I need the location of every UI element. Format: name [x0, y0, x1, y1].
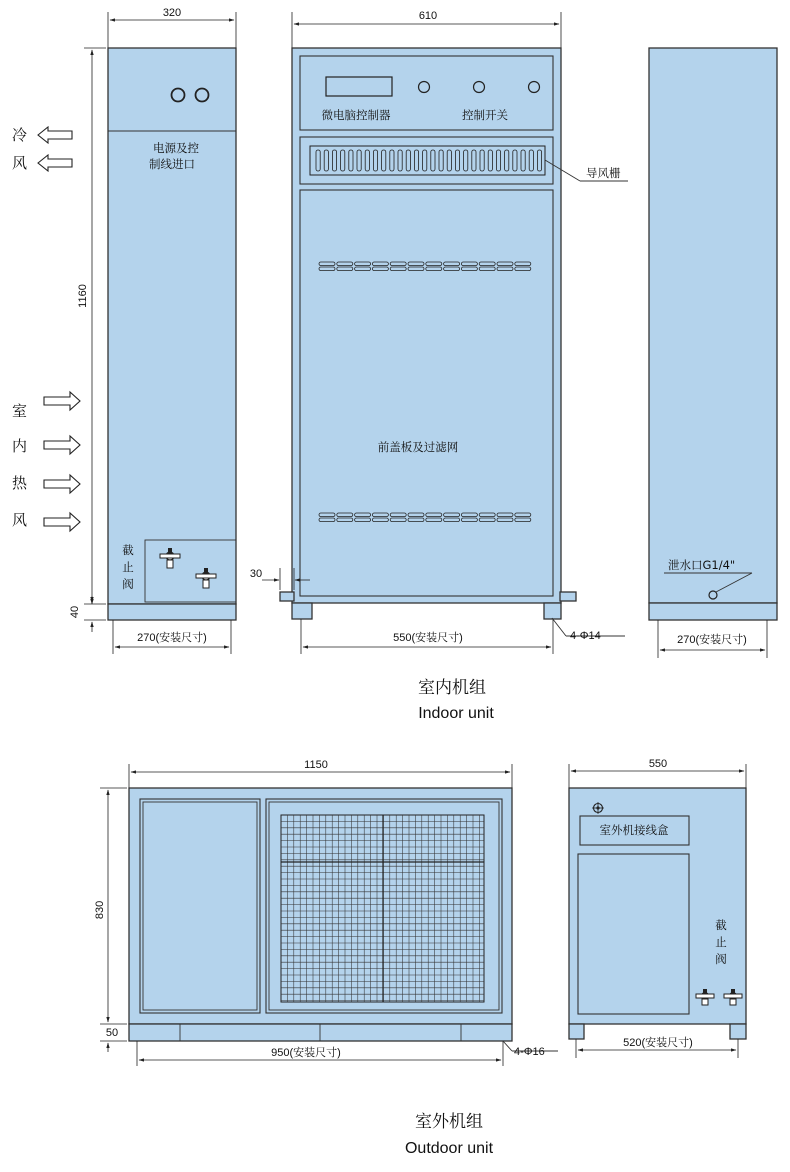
vent-slot — [426, 267, 442, 271]
outdoor-side-foot-left — [569, 1024, 584, 1039]
vent-slot — [479, 518, 495, 522]
vent-slot — [372, 267, 388, 271]
vent-slot — [444, 518, 460, 522]
grille-slat — [521, 150, 525, 171]
cover-label: 前盖板及过滤网 — [377, 440, 459, 454]
vent-slot — [497, 518, 513, 522]
indoor-right-base — [649, 603, 777, 620]
controller-label: 微电脑控制器 — [321, 108, 391, 122]
grille-slat — [357, 150, 361, 171]
grille-slat — [447, 150, 451, 171]
vent-slot — [337, 267, 353, 271]
vent-slot — [444, 513, 460, 517]
hot-air-inflow-arrow-icon — [44, 436, 80, 454]
air-guide-grille — [310, 146, 545, 175]
vent-slot — [426, 262, 442, 266]
grille-slat — [480, 150, 484, 171]
indoor-base-dim: 40 — [69, 605, 81, 619]
vent-slot — [461, 513, 477, 517]
hot-air-inflow-arrow-icon — [44, 475, 80, 493]
outdoor-side-panel — [578, 854, 689, 1014]
grille-slat — [316, 150, 320, 171]
vent-slot — [408, 262, 424, 266]
indoor-caption-cn: 室内机组 — [418, 678, 486, 698]
outdoor-bolt-label: 4-Φ16 — [514, 1046, 545, 1058]
inlet-label-line2: 制线进口 — [149, 157, 195, 171]
vent-slot — [444, 267, 460, 271]
grille-slat — [349, 150, 353, 171]
grille-slat — [513, 150, 517, 171]
vent-slot — [461, 518, 477, 522]
grille-slat — [505, 150, 509, 171]
vent-slot — [319, 513, 335, 517]
valve-label-char: 阀 — [122, 577, 134, 591]
grille-slat — [472, 150, 476, 171]
cold-air-outflow-arrow-icon — [38, 127, 72, 143]
indoor-front-view — [250, 10, 628, 654]
hot-air-label-char: 热 — [12, 474, 28, 492]
outdoor-valve-label-char: 止 — [715, 935, 727, 949]
mount-flange-left — [280, 592, 294, 601]
vent-slot — [479, 513, 495, 517]
vent-slot — [408, 518, 424, 522]
indoor-bolt-label: 4-Φ14 — [570, 630, 601, 642]
hot-air-inflow-arrow-icon — [44, 513, 80, 531]
grille-slat — [439, 150, 443, 171]
vent-slot — [319, 518, 335, 522]
indoor-foot-right — [544, 603, 561, 619]
hot-air-label-char: 室 — [12, 402, 28, 420]
outdoor-caption-en: Outdoor unit — [404, 1140, 494, 1157]
offset-dim: 30 — [249, 568, 263, 580]
grille-slat — [496, 150, 500, 171]
indoor-side-width-dim: 320 — [162, 7, 182, 19]
junction-box-label: 室外机接线盒 — [599, 823, 669, 837]
grille-slat — [464, 150, 468, 171]
vent-slot — [515, 262, 531, 266]
vent-slot — [515, 267, 531, 271]
vent-slot — [461, 262, 477, 266]
outdoor-side-foot-right — [730, 1024, 746, 1039]
grille-slat — [332, 150, 336, 171]
grille-slat — [431, 150, 435, 171]
vent-slot — [355, 513, 371, 517]
indoor-caption-en: Indoor unit — [418, 705, 494, 722]
grille-slat — [537, 150, 541, 171]
indoor-height-dim: 1160 — [77, 284, 89, 308]
grille-slat — [455, 150, 459, 171]
outdoor-valve-label-char: 截 — [715, 918, 727, 932]
vent-slot — [479, 262, 495, 266]
vent-slot — [408, 513, 424, 517]
hot-air-inflow-arrow-icon — [44, 392, 80, 410]
vent-slot — [497, 513, 513, 517]
outdoor-side-view — [569, 758, 746, 1058]
vent-slot — [355, 262, 371, 266]
grille-slat — [365, 150, 369, 171]
valve-label-char: 止 — [122, 560, 134, 574]
outdoor-side-install-dim: 520(安装尺寸) — [623, 1037, 693, 1049]
vent-slot — [497, 267, 513, 271]
grille-slat — [382, 150, 386, 171]
switch-label: 控制开关 — [462, 108, 508, 122]
grille-slat — [341, 150, 345, 171]
indoor-side-install-dim: 270(安装尺寸) — [137, 632, 207, 644]
grille-slat — [390, 150, 394, 171]
indoor-side-base — [108, 604, 236, 620]
mount-flange-right — [560, 592, 576, 601]
cold-air-label-char: 风 — [12, 154, 28, 172]
outdoor-base-dim: 50 — [105, 1027, 119, 1039]
drain-label: 泄水口G1/4" — [668, 558, 736, 572]
cold-air-outflow-arrow-icon — [38, 155, 72, 171]
indoor-right-body — [649, 48, 777, 603]
vent-slot — [337, 262, 353, 266]
grille-slat — [406, 150, 410, 171]
hot-air-label-char: 风 — [12, 511, 28, 529]
vent-slot — [497, 262, 513, 266]
inlet-label-line1: 电源及控 — [153, 141, 199, 155]
vent-slot — [355, 518, 371, 522]
grille-slat — [529, 150, 533, 171]
outdoor-side-width-dim: 550 — [648, 758, 668, 770]
vent-slot — [408, 267, 424, 271]
vent-slot — [372, 513, 388, 517]
outdoor-valve-label-char: 阀 — [715, 952, 727, 966]
grille-slat — [414, 150, 418, 171]
vent-slot — [319, 262, 335, 266]
vent-slot — [390, 513, 406, 517]
indoor-front-width-dim: 610 — [418, 10, 438, 22]
outdoor-width-dim: 1150 — [304, 759, 328, 771]
vent-slot — [390, 267, 406, 271]
vent-slot — [372, 262, 388, 266]
grille-slat — [423, 150, 427, 171]
outdoor-height-dim: 830 — [94, 900, 106, 920]
grille-slat — [398, 150, 402, 171]
grille-slat — [373, 150, 377, 171]
vent-slot — [426, 513, 442, 517]
vent-slot — [515, 513, 531, 517]
indoor-right-install-dim: 270(安装尺寸) — [677, 634, 747, 646]
vent-slot — [390, 262, 406, 266]
outdoor-install-dim: 950(安装尺寸) — [271, 1047, 341, 1059]
vent-slot — [479, 267, 495, 271]
vent-slot — [515, 518, 531, 522]
cold-air-label-char: 冷 — [12, 126, 28, 144]
indoor-side-left-view — [12, 7, 236, 654]
vent-slot — [337, 513, 353, 517]
vent-slot — [319, 267, 335, 271]
vent-slot — [372, 518, 388, 522]
indoor-foot-left — [292, 603, 312, 619]
valve-label-char: 截 — [122, 543, 134, 557]
vent-slot — [337, 518, 353, 522]
outdoor-caption-cn: 室外机组 — [415, 1112, 483, 1132]
vent-slot — [390, 518, 406, 522]
vent-slot — [444, 262, 460, 266]
indoor-side-right-view — [649, 48, 777, 658]
front-cover-filter — [300, 190, 553, 596]
microcomputer-display — [326, 77, 392, 96]
vent-slot — [426, 518, 442, 522]
outdoor-front-view — [94, 759, 558, 1066]
grille-slat — [324, 150, 328, 171]
vent-slot — [355, 267, 371, 271]
hot-air-label-char: 内 — [12, 437, 28, 455]
outdoor-access-panel — [140, 799, 260, 1013]
outdoor-front-base — [129, 1024, 512, 1041]
grille-slat — [488, 150, 492, 171]
grille-label: 导风栅 — [586, 166, 621, 180]
vent-slot — [461, 267, 477, 271]
indoor-front-install-dim: 550(安装尺寸) — [393, 632, 463, 644]
